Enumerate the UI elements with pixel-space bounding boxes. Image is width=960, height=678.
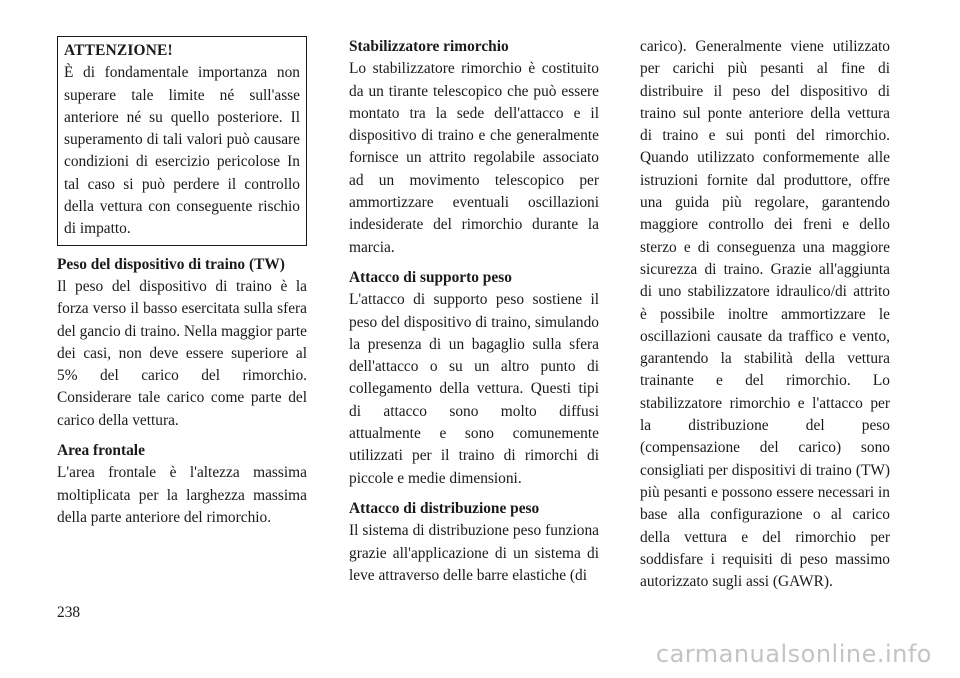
- watermark-logo: carmanualsonline.info: [655, 640, 932, 668]
- heading-tongue-weight: Peso del dispositivo di traino (TW): [57, 255, 285, 273]
- heading-frontal-area: Area frontale: [57, 442, 145, 460]
- paragraph-weight-carrying-hitch: L'attacco di supporto peso sostiene il peso del dispositivo di traino, simulando la presenza di un bagaglio sulla sfera dell'attacco o su un altro punto di collegamento della vettura. Questi tipi di attacco sono molto diffusi attualmente e sono comunemente utilizzati per il traino di rimorchi di piccole e medie dimensioni.: [349, 291, 599, 487]
- paragraph-tongue-weight: Il peso del dispositivo di traino è la forza verso il basso esercitata sulla sfera del gancio di traino. Nella maggior parte dei casi, non deve essere superiore al 5% del carico del rimorchio. Considerare tale carico come parte del carico della vettura.: [57, 277, 308, 429]
- paragraph-stabilizer: Lo stabilizzatore rimorchio è costituito da un tirante telescopico che può essere montato tra la sede dell'attacco e il dispositivo di traino e che generalmente fornisce un attrito regolabile associato ad un movimento telescopico per ammortizzare eventuali oscillazioni indesiderate del rimorchio durante la marcia.: [349, 60, 599, 256]
- warning-box: [57, 36, 307, 246]
- column-middle: [349, 36, 599, 587]
- heading-weight-distributing-hitch: Attacco di distribuzione peso: [349, 499, 540, 517]
- page-number: 238: [57, 604, 81, 621]
- paragraph-weight-distributing-hitch: Il sistema di distribuzione peso funziona grazie all'applicazione di un sistema di leve attraverso delle barre elastiche (di: [349, 522, 599, 584]
- column-right: [640, 36, 890, 593]
- column-left: [57, 36, 307, 529]
- paragraph-frontal-area: L'area frontale è l'altezza massima moltiplicata per la larghezza massima della parte anteriore del rimorchio.: [57, 464, 307, 526]
- warning-title: ATTENZIONE!: [64, 42, 173, 59]
- heading-weight-carrying-hitch: Attacco di supporto peso: [349, 268, 512, 286]
- paragraph-weight-distributing-hitch-continued: carico). Generalmente viene utilizzato per carichi più pesanti al fine di distribuire il peso del dispositivo di traino sul ponte anteriore della vettura di traino e sui ponti del rimorchio. Quando utilizzato conformemente alle istruzioni fornite dal produttore, offre una guida più regolare, garantendo maggiore controllo dei freni e dello sterzo e di conseguenza una maggiore sicurezza di traino. Grazie all'aggiunta di uno stabilizzatore idraulico/di attrito è possibile inoltre ammortizzare le oscillazioni causate da traffico e vento, garantendo la stabilità della vettura trainante e del rimorchio. Lo stabilizzatore rimorchio e l'attacco per la distribuzione del peso (compensazione del carico) sono consigliati per dispositivi di traino (TW) più pesanti e possono essere necessari in base alla configurazione o al carico della vettura e del rimorchio per soddisfare i requisiti di peso massimo autorizzato sugli assi (GAWR).: [640, 38, 890, 591]
- heading-stabilizer: Stabilizzatore rimorchio: [349, 38, 509, 55]
- warning-text: È di fondamentale importanza non superare tale limite né sull'asse anteriore né su quello posteriore. Il superamento di tali valori può causare condizioni di esercizio pericolose In tal caso si può perdere il controllo della vettura con conseguente rischio di impatto.: [64, 64, 300, 238]
